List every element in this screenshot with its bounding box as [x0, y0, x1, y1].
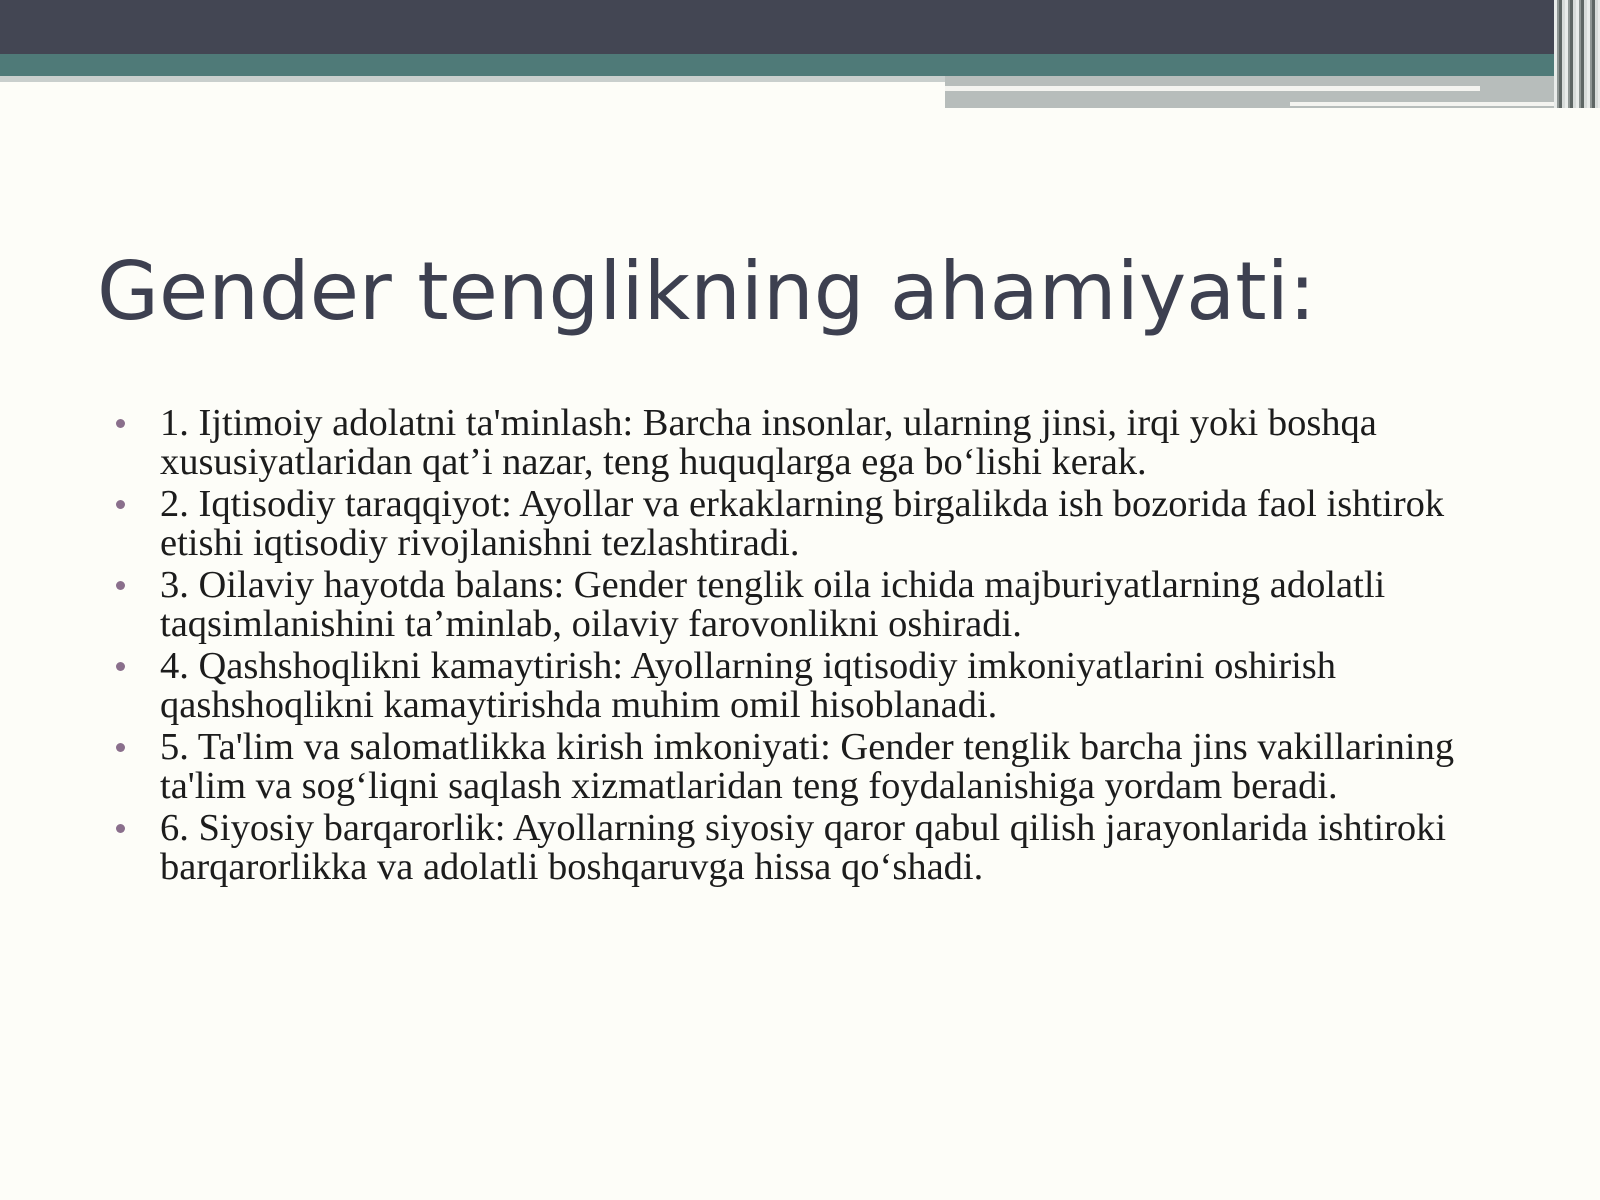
bullet-dot-icon — [116, 500, 125, 509]
bullet-dot-icon — [116, 419, 125, 428]
slide-title: Gender tenglikning ahamiyati: — [97, 245, 1316, 338]
bullet-item — [160, 404, 1500, 481]
bullet-item — [160, 485, 1500, 562]
bullet-dot-icon — [116, 581, 125, 590]
bullet-item — [160, 809, 1500, 886]
header-stripes — [1554, 0, 1600, 108]
bullet-item — [160, 647, 1500, 724]
bullet-text: 2. Iqtisodiy taraqqiyot: Ayollar va erkaklarning birgalikda ish bozorida faol ishtirok etishi iqtisodiy rivojlanishni tezlashtiradi. — [160, 483, 1445, 564]
bullet-item — [160, 728, 1500, 805]
header-bar-line-secondary — [1290, 102, 1570, 106]
bullet-text: 4. Qashshoqlikni kamaytirish: Ayollarning iqtisodiy imkoniyatlarini oshirish qashshoqlikni kamaytirishda muhim omil hisoblanadi. — [160, 645, 1336, 726]
bullet-text: 5. Ta'lim va salomatlikka kirish imkoniyati: Gender tenglik barcha jins vakillarining ta'lim va sog‘liqni saqlash xizmatlaridan teng foydalanishiga yordam beradi. — [160, 726, 1455, 807]
bullet-dot-icon — [116, 824, 125, 833]
bullet-text: 6. Siyosiy barqarorlik: Ayollarning siyosiy qaror qabul qilish jarayonlarida ishtiroki barqarorlikka va adolatli boshqaruvga hissa qo‘shadi. — [160, 807, 1447, 888]
bullet-text: 3. Oilaviy hayotda balans: Gender tenglik oila ichida majburiyatlarning adolatli taqsimlanishini ta’minlab, oilaviy farovonlikni oshiradi. — [160, 564, 1386, 645]
bullet-item — [160, 566, 1500, 643]
bullet-dot-icon — [116, 662, 125, 671]
bullet-list — [160, 404, 1500, 890]
header-bar-dark — [0, 0, 1600, 54]
bullet-dot-icon — [116, 743, 125, 752]
header-bar-line — [945, 86, 1480, 91]
header-bar-shadow — [0, 76, 945, 82]
header-bar-teal — [0, 54, 1600, 76]
bullet-text: 1. Ijtimoiy adolatni ta'minlash: Barcha insonlar, ularning jinsi, irqi yoki boshqa xususiyatlaridan qat’i nazar, teng huquqlarga ega bo‘lishi kerak. — [160, 402, 1377, 483]
